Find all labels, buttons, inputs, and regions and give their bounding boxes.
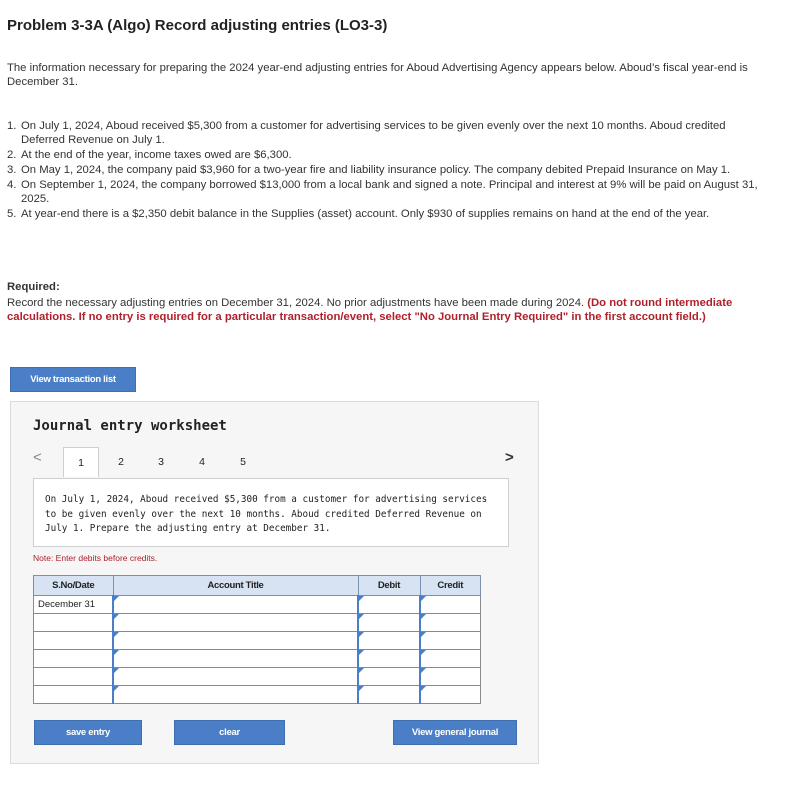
- item-number: 5.: [7, 208, 17, 220]
- debit-input[interactable]: [358, 614, 420, 632]
- table-row: [34, 650, 481, 668]
- item-text: On July 1, 2024, Aboud received $5,300 from a customer for advertising services to be given evenly over the next 10 months. Aboud credited Deferred Revenue on July 1.: [21, 120, 726, 146]
- dropdown-indicator-icon: [421, 614, 426, 619]
- view-transaction-list-button[interactable]: View transaction list: [10, 367, 136, 392]
- account-title-select[interactable]: [113, 614, 358, 632]
- dropdown-indicator-icon: [421, 650, 426, 655]
- save-entry-button[interactable]: save entry: [34, 720, 142, 745]
- item-number: 1.: [7, 120, 17, 132]
- date-cell: [34, 614, 114, 632]
- account-title-select[interactable]: [113, 686, 358, 704]
- dropdown-indicator-icon: [114, 668, 119, 673]
- dropdown-indicator-icon: [421, 686, 426, 691]
- journal-entry-table: [33, 575, 481, 704]
- dropdown-indicator-icon: [114, 632, 119, 637]
- table-row: [34, 596, 481, 614]
- dropdown-indicator-icon: [114, 596, 119, 601]
- required-label: Required:: [7, 281, 60, 293]
- dropdown-indicator-icon: [359, 650, 364, 655]
- tab-4[interactable]: 4: [199, 456, 205, 468]
- credit-input[interactable]: [420, 686, 481, 704]
- column-header-account-title: Account Title: [113, 576, 358, 596]
- item-text: On September 1, 2024, the company borrowed $13,000 from a local bank and signed a note. Principal and interest at 9% will be paid on August 31, 2025.: [21, 179, 758, 205]
- credit-input[interactable]: [420, 668, 481, 686]
- dropdown-indicator-icon: [359, 614, 364, 619]
- transaction-item-1: [7, 119, 767, 147]
- tab-2[interactable]: 2: [118, 456, 124, 468]
- item-text: At year-end there is a $2,350 debit balance in the Supplies (asset) account. Only $930 of supplies remains on hand at the end of the year.: [21, 208, 710, 220]
- credit-input[interactable]: [420, 650, 481, 668]
- dropdown-indicator-icon: [421, 632, 426, 637]
- date-cell: [34, 632, 114, 650]
- transaction-item-4: [7, 178, 767, 206]
- table-row: [34, 614, 481, 632]
- date-cell: December 31: [34, 596, 114, 614]
- dropdown-indicator-icon: [421, 668, 426, 673]
- date-cell: [34, 686, 114, 704]
- credit-input[interactable]: [420, 596, 481, 614]
- item-number: 2.: [7, 149, 17, 161]
- worksheet-title: Journal entry worksheet: [33, 418, 227, 434]
- table-row: [34, 668, 481, 686]
- table-row: [34, 686, 481, 704]
- debit-input[interactable]: [358, 650, 420, 668]
- date-cell: [34, 668, 114, 686]
- dropdown-indicator-icon: [114, 650, 119, 655]
- item-text: On May 1, 2024, the company paid $3,960 for a two-year fire and liability insurance policy. The company debited Prepaid Insurance on May 1.: [21, 164, 731, 176]
- dropdown-indicator-icon: [359, 686, 364, 691]
- view-general-journal-button[interactable]: View general journal: [393, 720, 517, 745]
- transaction-item-5: [7, 207, 767, 221]
- transaction-list: [7, 119, 767, 222]
- item-number: 4.: [7, 179, 17, 191]
- table-header-row: [34, 576, 481, 596]
- dropdown-indicator-icon: [359, 668, 364, 673]
- column-header-credit: Credit: [420, 576, 481, 596]
- dropdown-indicator-icon: [421, 596, 426, 601]
- tab-5[interactable]: 5: [240, 456, 246, 468]
- problem-title: Problem 3-3A (Algo) Record adjusting entries (LO3-3): [7, 17, 388, 34]
- journal-entry-worksheet: [10, 401, 539, 764]
- account-title-select[interactable]: [113, 632, 358, 650]
- account-title-select[interactable]: [113, 668, 358, 686]
- tab-1[interactable]: 1: [63, 447, 99, 477]
- chevron-left-icon[interactable]: <: [33, 449, 42, 466]
- tab-3[interactable]: 3: [158, 456, 164, 468]
- credit-input[interactable]: [420, 632, 481, 650]
- dropdown-indicator-icon: [359, 596, 364, 601]
- debit-input[interactable]: [358, 686, 420, 704]
- entry-note: Note: Enter debits before credits.: [33, 553, 158, 563]
- chevron-right-icon[interactable]: >: [505, 449, 514, 466]
- clear-button[interactable]: clear: [174, 720, 285, 745]
- item-text: At the end of the year, income taxes owed are $6,300.: [21, 149, 292, 161]
- dropdown-indicator-icon: [359, 632, 364, 637]
- debit-input[interactable]: [358, 596, 420, 614]
- debit-input[interactable]: [358, 632, 420, 650]
- problem-intro: The information necessary for preparing the 2024 year-end adjusting entries for Aboud Advertising Agency appears below. Aboud’s fiscal year-end is December 31.: [7, 62, 748, 88]
- required-warning: (Do not round intermediate calculations. If no entry is required for a particular transaction/event, select "No Journal Entry Required" in the first account field.): [7, 297, 733, 323]
- required-text: Record the necessary adjusting entries on December 31, 2024. No prior adjustments have been made during 2024.: [7, 297, 585, 309]
- item-number: 3.: [7, 164, 17, 176]
- dropdown-indicator-icon: [114, 686, 119, 691]
- dropdown-indicator-icon: [114, 614, 119, 619]
- column-header-date: S.No/Date: [34, 576, 114, 596]
- required-instructions: [7, 296, 767, 324]
- account-title-select[interactable]: [113, 650, 358, 668]
- transaction-item-3: [7, 163, 767, 177]
- account-title-select[interactable]: [113, 596, 358, 614]
- debit-input[interactable]: [358, 668, 420, 686]
- transaction-item-2: [7, 148, 767, 162]
- date-cell: [34, 650, 114, 668]
- transaction-description-box: [33, 478, 509, 547]
- credit-input[interactable]: [420, 614, 481, 632]
- table-row: [34, 632, 481, 650]
- column-header-debit: Debit: [358, 576, 420, 596]
- transaction-description: On July 1, 2024, Aboud received $5,300 from a customer for advertising services to be given evenly over the next 10 months. Aboud credited Deferred Revenue on July 1. Prepare the adjusting entry at December 31.: [45, 494, 488, 534]
